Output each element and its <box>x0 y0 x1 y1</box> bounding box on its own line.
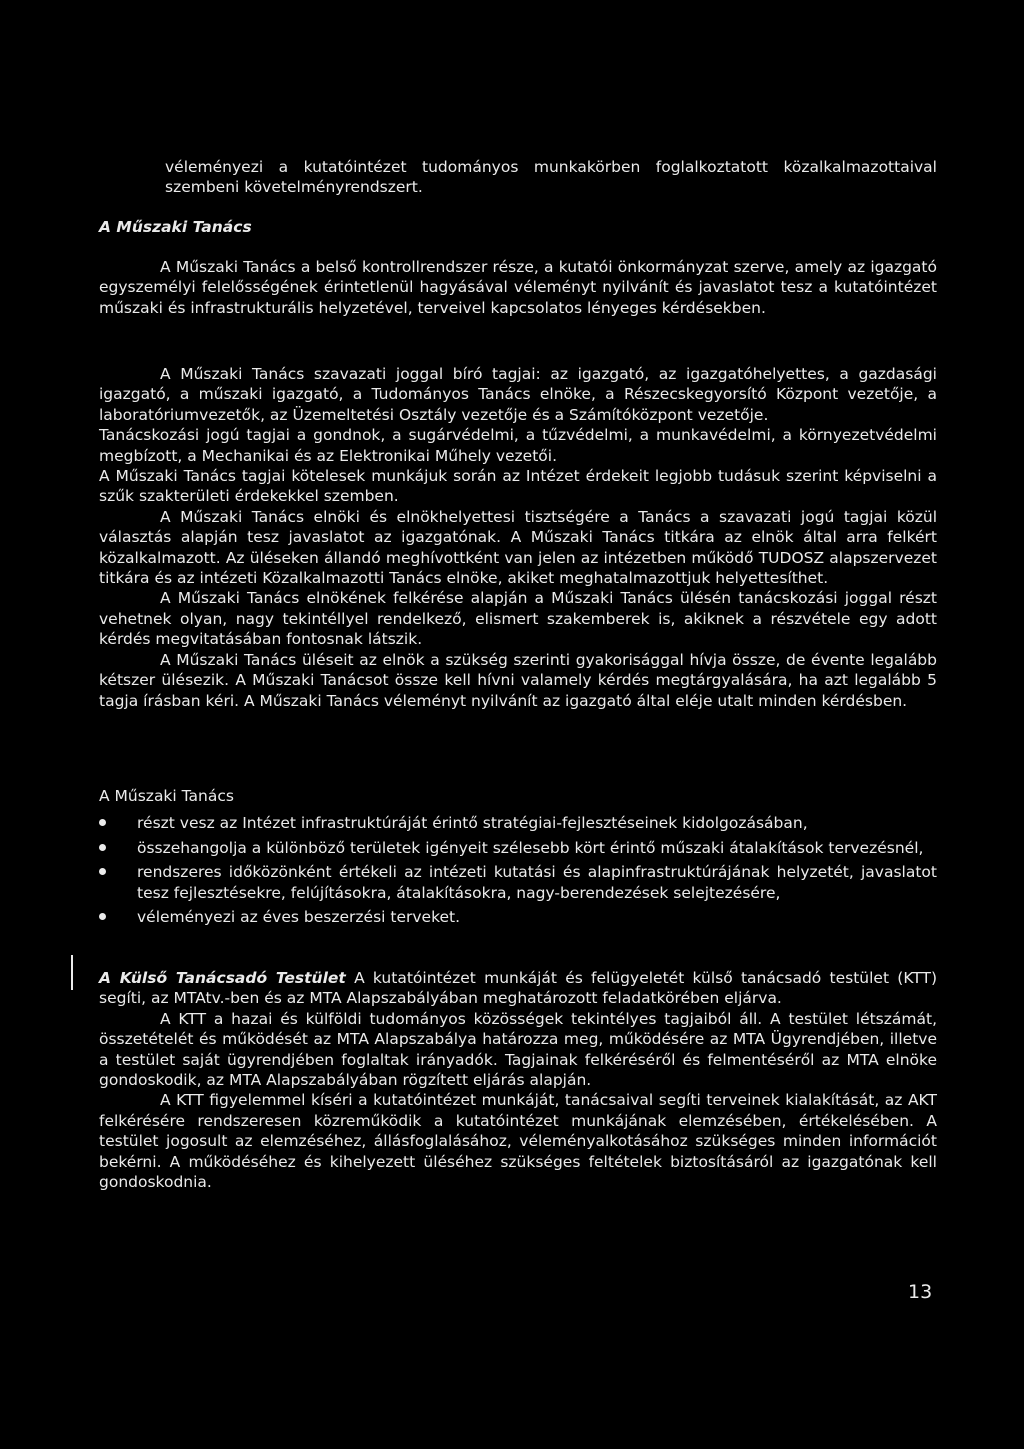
muszaki-list-block <box>99 786 937 931</box>
bullet-icon <box>99 868 106 875</box>
ktt-paragraph-1 <box>99 968 937 1009</box>
bullet-icon <box>99 819 106 826</box>
bullet-icon <box>99 913 106 920</box>
muszaki-paragraph-6: A Műszaki Tanács elnökének felkérése alapján a Műszaki Tanács ülésén tanácskozási joggal részt vehetnek olyan, nagy tekintéllyel rendelkező, elismert szakemberek is, akiknek a részvétele egy adott kérdés megvitatásában fontosnak látszik. <box>99 589 937 649</box>
muszaki-paragraph-3: Tanácskozási jogú tagjai a gondnok, a sugárvédelmi, a tűzvédelmi, a munkavédelmi, a környezetvédelmi megbízott, a Mechanikai és az Elektronikai Műhely vezetői. <box>99 426 937 465</box>
muszaki-paragraph-7: A Műszaki Tanács üléseit az elnök a szükség szerinti gyakorisággal hívja össze, de évente legalább kétszer ülésezik. A Műszaki Tanácsot össze kell hívni valamely kérdés megtárgyalására, ha azt legalább 5 tagja írásban kéri. A Műszaki Tanács véleményt nyilvánít az igazgató által eléje utalt minden kérdésben. <box>99 650 937 710</box>
ktt-lead-text: A kutatóintézet munkáját és felügyeletét külső tanácsadó testület (KTT) segíti, az MTAtv.-ben és az MTA Alapszabályában meghatározott feladatkörében eljárva. <box>99 969 937 1008</box>
list-item: rendszeres időközönként értékeli az intézeti kutatási és alapinfrastruktúrájának helyzetét, javaslatot tesz fejlesztésekre, felújításokra, átalakításokra, nagy-berendezések selejtezésére, <box>99 862 937 903</box>
intro-block <box>99 157 937 198</box>
muszaki-paragraph-2: A Műszaki Tanács szavazati joggal bíró tagjai: az igazgató, az igazgatóhelyettes, a gazdasági igazgató, a műszaki igazgató, a Tudományos Tanács elnöke, a Részecskegyorsító Központ vezetője, a laboratóriumvezetők, az Üzemeltetési Osztály vezetője és a Számítóközpont vezetője. <box>99 365 937 424</box>
revision-bar <box>71 955 73 990</box>
ktt-paragraph-2: A KTT a hazai és külföldi tudományos közösségek tekintélyes tagjaiból áll. A testület létszámát, összetételét és működését az MTA Alapszabálya határozza meg, működésére az MTA Ügyrendjében, illetve a testület saját ügyrendjében foglaltak irányadók. Tagjainak felkéréséről és felmentéséről az MTA elnöke gondoskodik, az MTA Alapszabályában rögzített eljárás alapján. <box>99 1009 937 1090</box>
muszaki-task-list <box>99 813 937 927</box>
muszaki-paragraph-1: A Műszaki Tanács a belső kontrollrendszer része, a kutatói önkormányzat szerve, amely az igazgató egyszemélyi felelősségének érintetlenül hagyásával véleményt nyilvánít és javaslatot tesz a kutatóintézet műszaki és infrastrukturális helyzetével, terveivel kapcsolatos lényeges kérdésekben. <box>99 258 937 317</box>
ktt-paragraph-3: A KTT figyelemmel kíséri a kutatóintézet munkáját, tanácsaival segíti terveinek kialakítását, az AKT felkérésére rendszeresen közreműködik a kutatóintézet munkájának elemzésében, értékelésében. A testület jogosult az elemzéséhez, állásfoglalásához, véleményalkotásához szükséges minden információt bekérni. A működéséhez és kihelyezett üléséhez szükséges feltételek biztosításáról az igazgatónak kell gondoskodnia. <box>99 1091 937 1192</box>
list-item: véleményezi az éves beszerzési terveket. <box>99 907 937 927</box>
page-number: 13 <box>908 1281 933 1303</box>
intro-paragraph: véleményezi a kutatóintézet tudományos munkakörben foglalkoztatott közalkalmazottaival szembeni követelményrendszert. <box>165 158 937 197</box>
bullet-icon <box>99 844 106 851</box>
muszaki-list-intro: A Műszaki Tanács <box>99 787 234 805</box>
ktt-block <box>99 968 937 1192</box>
list-item: részt vesz az Intézet infrastruktúráját érintő stratégiai-fejlesztéseinek kidolgozásában, <box>99 813 937 833</box>
muszaki-para1-block <box>99 257 937 318</box>
muszaki-members-block <box>99 364 937 711</box>
list-item: összehangolja a különböző területek igényeit szélesebb kört érintő műszaki átalakítások tervezésnél, <box>99 838 937 858</box>
ktt-heading: A Külső Tanácsadó Testület <box>99 969 346 987</box>
muszaki-heading: A Műszaki Tanács <box>99 218 252 236</box>
muszaki-heading-block <box>99 217 937 237</box>
muszaki-paragraph-5: A Műszaki Tanács elnöki és elnökhelyettesi tisztségére a Tanács a szavazati jogú tagjai közül választás alapján tesz javaslatot az igazgatónak. A Műszaki Tanács titkára az elnök által arra felkért közalkalmazott. Az üléseken állandó meghívottként van jelen az intézetben működő TUDOSZ alapszervezet titkára és az intézeti Közalkalmazotti Tanács elnöke, akiket meghatalmazottjuk helyettesíthet. <box>99 507 937 588</box>
muszaki-paragraph-4: A Műszaki Tanács tagjai kötelesek munkájuk során az Intézet érdekeit legjobb tudásuk szerint képviselni a szűk szakterületi érdekekkel szemben. <box>99 467 937 506</box>
